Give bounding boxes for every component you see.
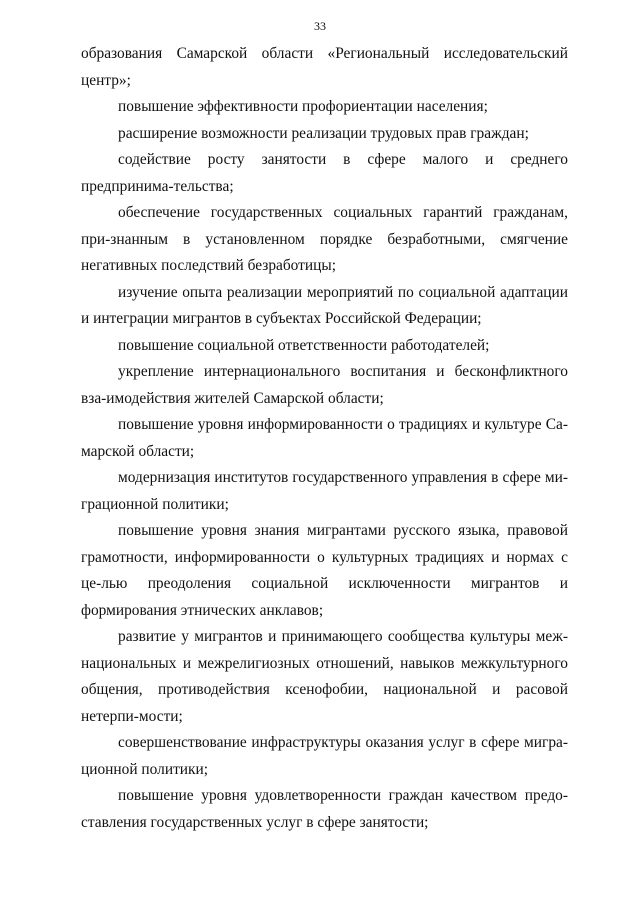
paragraph-continuation: образования Самарской области «Региональный исследовательский центр»;	[81, 45, 568, 89]
body-text	[81, 41, 568, 836]
paragraph: повышение уровня удовлетворенности граждан качеством предо-ставления государственных услуг в сфере занятости;	[81, 787, 568, 831]
page-number: 33	[314, 19, 326, 33]
paragraph: расширение возможности реализации трудовых прав граждан;	[118, 124, 529, 142]
paragraph: совершенствование инфраструктуры оказания услуг в сфере мигра-ционной политики;	[81, 734, 568, 778]
paragraph: повышение уровня информированности о традициях и культуре Са-марской области;	[81, 416, 568, 460]
paragraph: изучение опыта реализации мероприятий по социальной адаптации и интеграции мигрантов в субъектах Российской Федерации;	[81, 283, 568, 327]
paragraph: повышение социальной ответственности работодателей;	[118, 336, 490, 354]
paragraph: повышение уровня знания мигрантами русского языка, правовой грамотности, информированности о культурных традициях и нормах с це-лью преодоления социальной исключенности мигрантов и формирования этнических анклавов;	[81, 522, 568, 619]
paragraph: обеспечение государственных социальных гарантий гражданам, при-знанным в установленном порядке безработными, смягчение негативных последствий безработицы;	[81, 204, 568, 274]
paragraph: содействие росту занятости в сфере малого и среднего предпринима-тельства;	[81, 151, 568, 195]
paragraph: модернизация институтов государственного управления в сфере ми-грационной политики;	[81, 469, 568, 513]
paragraph: развитие у мигрантов и принимающего сообщества культуры меж-национальных и межрелигиозных отношений, навыков межкультурного общения, противодействия ксенофобии, национальной и расовой нетерпи-мости;	[81, 628, 568, 725]
paragraph: повышение эффективности профориентации населения;	[118, 98, 488, 115]
paragraph: укрепление интернационального воспитания и бесконфликтного вза-имодействия жителей Самарской области;	[81, 363, 568, 407]
